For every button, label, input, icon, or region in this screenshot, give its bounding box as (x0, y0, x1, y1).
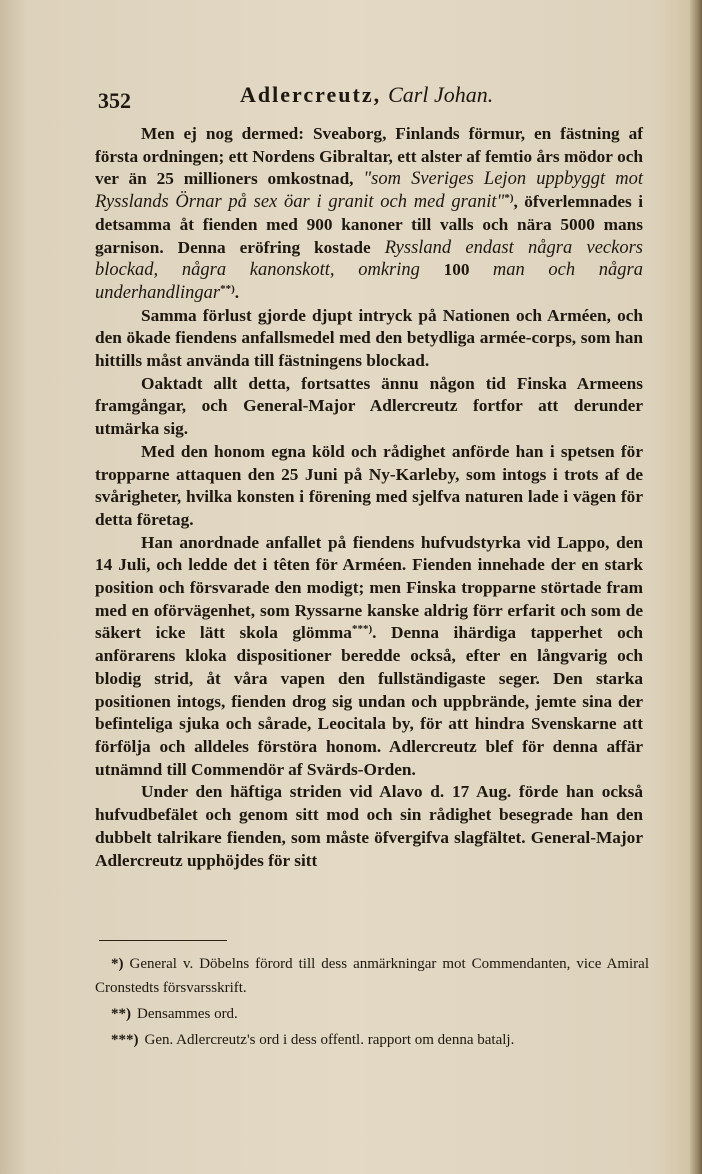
paragraph (95, 305, 643, 373)
italic-text: Ryssland endast några veckors blockad, några kanonskott, omkring (95, 237, 643, 281)
footnotes (95, 952, 649, 1054)
footnote-text: Densammes ord. (137, 1006, 238, 1022)
footnote-mark: *) (111, 956, 124, 972)
text-run: Han anordnade anfallet på fiendens hufvudstyrka vid Lappo, den 14 Juli, och ledde det i têten för Arméen. Fienden innehade der en stark position och försvarade den modigt; men Finska tropparne störtade fram med en oförvägenhet, som Ryssarne kanske aldrig förr erfarit och som de säkert icke lätt skola glömma (95, 532, 643, 643)
footnote (95, 1028, 649, 1052)
text-run: Med den honom egna köld och rådighet anförde han i spetsen för tropparne attaquen den 25 Juni på Ny-Karleby, som intogs i trots af de svårigheter, hvilka konsten i förening med sjelfva naturen lade i vägen för detta företag. (95, 441, 643, 529)
text-run: . (234, 282, 240, 302)
text-run: Men ej nog dermed: Sveaborg, Finlands förmur, en fästning af första ordningen; ett Nordens Gibraltar, ett alster af femtio års mödor och ver än 25 millioners omkostnad, (95, 124, 643, 189)
paragraph (95, 532, 643, 782)
text-run: Oaktadt allt detta, fortsattes ännu någon tid Finska Armeens framgångar, och General-Major Adlercreutz fortfor att derunder utmärka sig. (95, 373, 643, 439)
running-head (240, 82, 493, 108)
italic-text: "som Sveriges Lejon uppbyggt mot Rysslands Örnar på sex öar i granit och med granit" (95, 169, 643, 213)
footnote-ref: ***) (351, 623, 373, 636)
footnote (95, 952, 649, 1000)
footnote-ref: *) (504, 192, 514, 205)
body-text (95, 123, 643, 913)
running-head-author: Adlercreutz, (240, 82, 382, 107)
footnote-mark: ***) (111, 1032, 139, 1048)
footnote-rule (99, 940, 227, 941)
italic-text: man och några underhandlingar (95, 260, 644, 303)
running-head-name: Carl Johan. (388, 82, 494, 107)
text-run: Under den häftiga striden vid Alavo d. 17 Aug. förde han också hufvudbefälet och genom sitt mod och sin rådighet besegrade han den dubbelt talrikare fienden, som måste öfvergifva slagfältet. General-Major Adlercreutz upphöjdes för sitt (95, 782, 643, 870)
paragraph (95, 781, 643, 872)
page-number: 352 (98, 88, 131, 113)
paragraph (95, 373, 643, 441)
paragraph (95, 441, 643, 532)
footnote-mark: **) (111, 1006, 131, 1022)
text-run: 100 (443, 260, 493, 280)
text-run: Samma förlust gjorde djupt intryck på Nationen och Arméen, och den ökade fiendens anfallsmedel med den betydliga armée-corps, som han hittills måst använda till fästningens blockad. (95, 305, 643, 371)
footnote-text: Gen. Adlercreutz's ord i dess offentl. rapport om denna batalj. (144, 1032, 515, 1048)
text-run: , öfverlemnades i detsamma åt fienden med 900 kanoner till valls och nära 5000 mans garnison. Denna eröfring kostade (95, 192, 643, 257)
text-run: . Denna ihärdiga tapperhet och anförarens kloka dispositioner beredde också, efter en långvarig och blodig strid, åt våra vapen den fullständigaste seger. Den starka positionen intogs, fienden drog sig undan och uppbrände, jemte sina der befinteliga sjuka och sårade, Leocitala by, för att hindra Svenskarne att förfölja och alldeles förstöra honom. Adlercreutz blef för denna affär utnämnd till Commendör af Svärds-Orden. (95, 623, 643, 779)
footnote-ref: **) (220, 282, 235, 295)
footnote-text: General v. Döbelns förord till dess anmärkningar mot Commendanten, vice Amiral Cronstedts försvarsskrift. (95, 956, 649, 996)
footnote (95, 1002, 649, 1026)
paragraph (95, 123, 643, 305)
page-edge (690, 0, 702, 1174)
page-header (98, 78, 643, 118)
